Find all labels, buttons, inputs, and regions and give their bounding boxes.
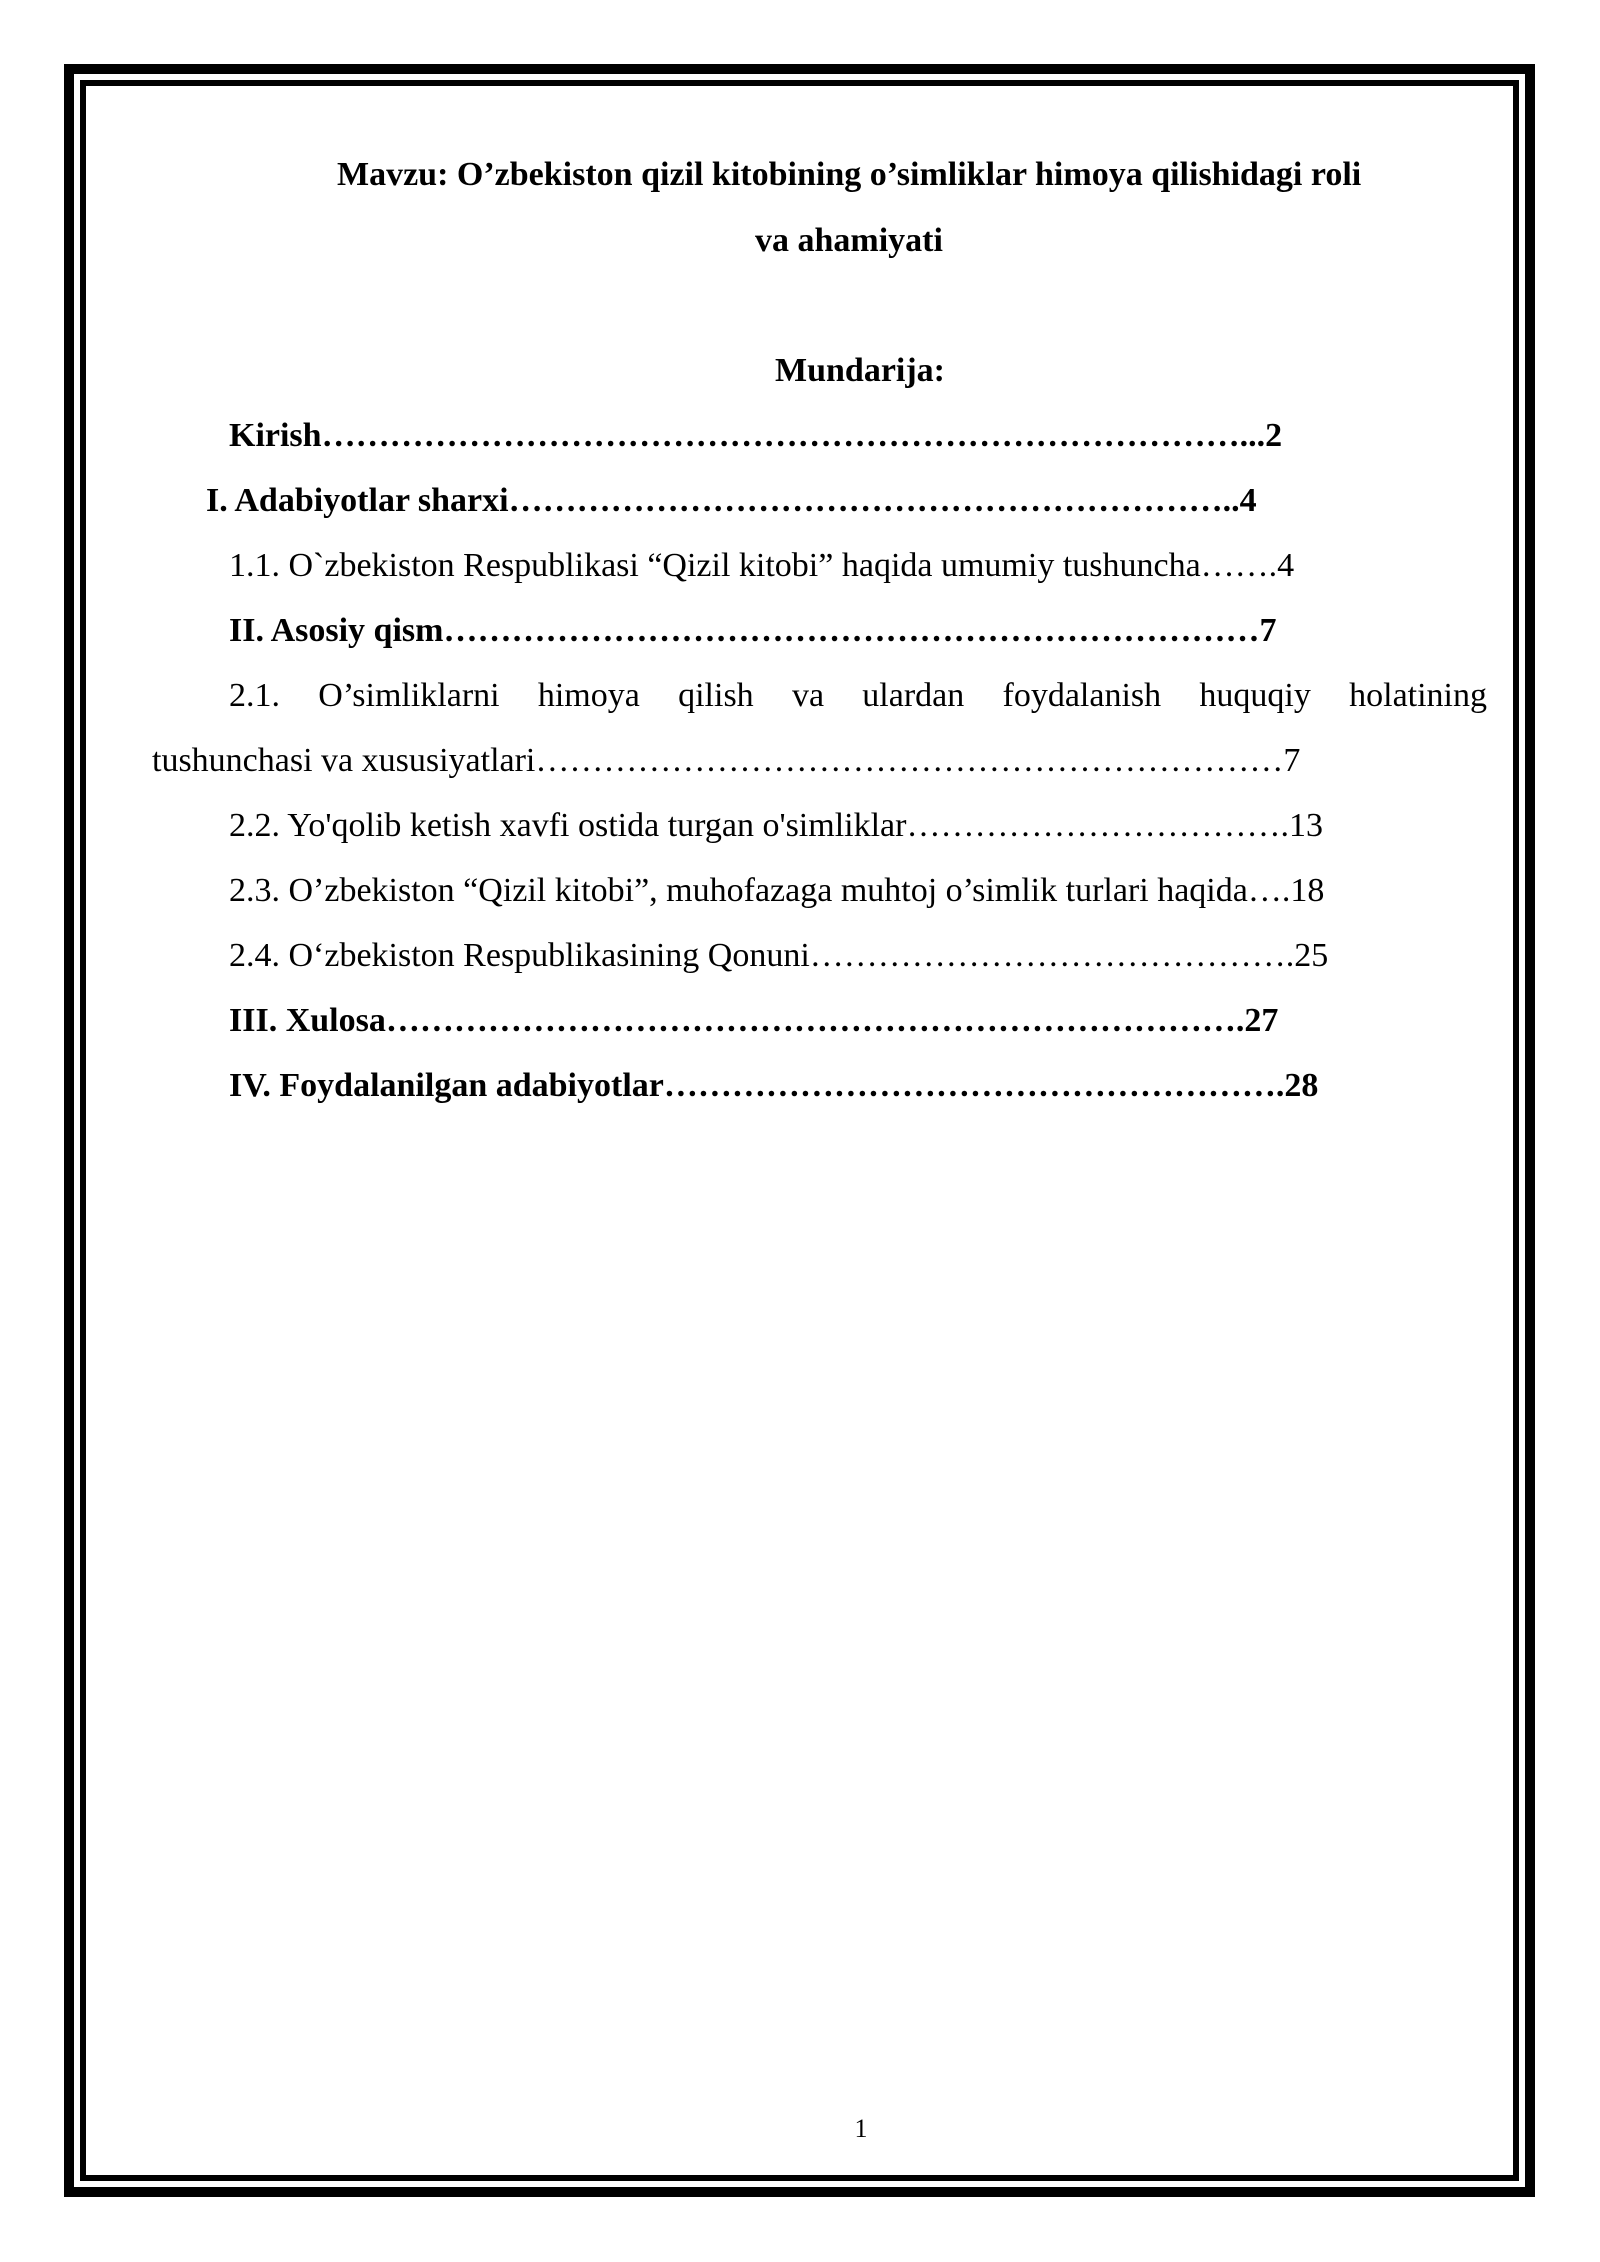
- toc-entry-section-1-1: 1.1. O`zbekiston Respublikasi “Qizil kitobi” haqida umumiy tushuncha…….4: [229, 547, 1295, 584]
- toc-entry-chapter-1: I. Adabiyotlar sharxi………………………………………………………..4: [206, 482, 1257, 519]
- toc-entry-section-2-1-line-2: tushunchasi va xususiyatlari…………………………………………………………7: [152, 742, 1301, 779]
- toc-entry-section-2-1-line-1: 2.1. O’simliklarni himoya qilish va ulardan foydalanish huquqiy holatining: [229, 677, 1487, 714]
- document-title-line-2: va ahamiyati: [755, 222, 943, 259]
- toc-entry-chapter-3: III. Xulosa………………………………………………………………….27: [229, 1002, 1279, 1039]
- toc-entry-section-2-2: 2.2. Yo'qolib ketish xavfi ostida turgan o'simliklar…………………………….13: [229, 807, 1323, 844]
- toc-heading: Mundarija:: [775, 352, 945, 389]
- toc-entry-kirish: Kirish………………………………………………………………………...2: [229, 417, 1283, 454]
- page-number: 1: [854, 2114, 868, 2143]
- document-title-line-1: Mavzu: O’zbekiston qizil kitobining o’simliklar himoya qilishidagi roli: [337, 156, 1362, 193]
- toc-entry-chapter-4: IV. Foydalanilgan adabiyotlar……………………………………………….28: [229, 1067, 1319, 1104]
- toc-entry-chapter-2: II. Asosiy qism………………………………………………………………7: [229, 612, 1277, 649]
- toc-entry-section-2-3: 2.3. O’zbekiston “Qizil kitobi”, muhofazaga muhtoj o’simlik turlari haqida….18: [229, 872, 1325, 909]
- page-border-inner: [80, 80, 1519, 2181]
- toc-entry-section-2-4: 2.4. O‘zbekiston Respublikasining Qonuni…………………………………….25: [229, 937, 1329, 974]
